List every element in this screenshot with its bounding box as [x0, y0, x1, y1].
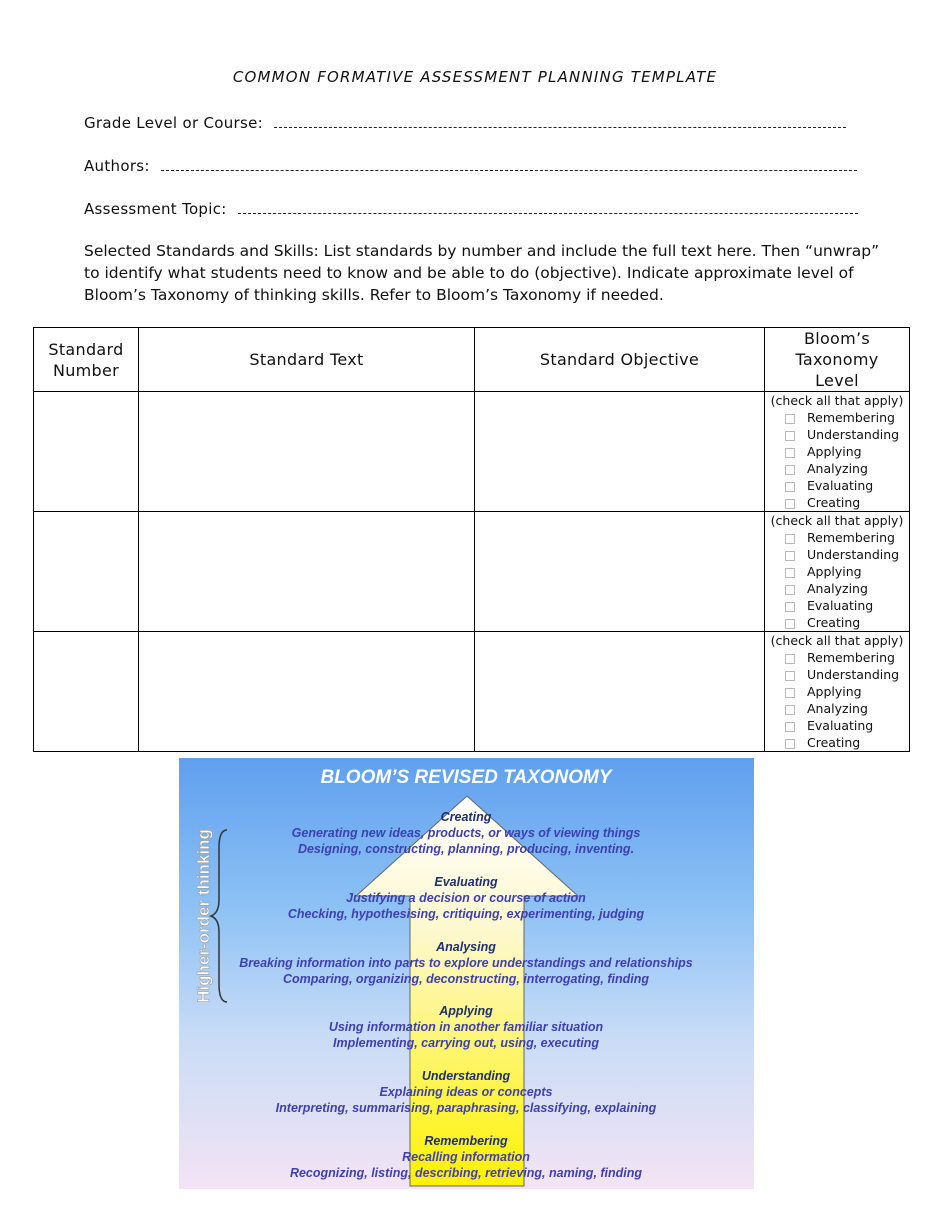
taxonomy-level-verbs: Recognizing, listing, describing, retrieving, naming, finding	[289, 1166, 643, 1180]
page-title: COMMON FORMATIVE ASSESSMENT PLANNING TEMPLATE	[232, 68, 718, 86]
bloom-level-option[interactable]	[765, 614, 909, 631]
bloom-level-label: Applying	[807, 564, 862, 579]
taxonomy-level-verbs: Comparing, organizing, deconstructing, interrogating, finding	[283, 972, 649, 986]
header-bloom-level: Bloom’s Taxonomy Level	[765, 328, 910, 392]
bloom-level-label: Evaluating	[807, 598, 874, 613]
standard-number-cell[interactable]	[34, 632, 139, 752]
authors-blank[interactable]	[161, 156, 857, 171]
check-all-note: (check all that apply)	[770, 393, 904, 408]
bloom-level-label: Analyzing	[807, 581, 868, 596]
table-row	[34, 632, 910, 752]
standard-text-cell[interactable]	[139, 512, 475, 632]
blooms-taxonomy-figure	[179, 758, 754, 1189]
checkbox[interactable]	[785, 568, 795, 578]
checkbox[interactable]	[785, 465, 795, 475]
bloom-level-option[interactable]	[765, 734, 909, 751]
bloom-level-cell	[765, 632, 910, 752]
checkbox[interactable]	[785, 431, 795, 441]
bloom-level-label: Evaluating	[807, 718, 874, 733]
instructions-line: Selected Standards and Skills: List standards by number and include the full text here. Then “unwrap”	[84, 242, 880, 260]
bloom-level-option[interactable]	[765, 426, 909, 443]
bloom-level-label: Understanding	[807, 427, 900, 442]
taxonomy-level-name: Creating	[440, 810, 492, 824]
bloom-level-option[interactable]	[765, 683, 909, 700]
checkbox[interactable]	[785, 585, 795, 595]
check-all-note: (check all that apply)	[770, 513, 904, 528]
bloom-level-label: Applying	[807, 444, 862, 459]
bloom-level-option[interactable]	[765, 700, 909, 717]
checkbox[interactable]	[785, 671, 795, 681]
grade-level-field[interactable]	[84, 113, 846, 132]
authors-label: Authors:	[84, 157, 150, 175]
bloom-level-label: Remembering	[807, 530, 895, 545]
standard-objective-cell[interactable]	[475, 632, 765, 752]
bloom-level-option[interactable]	[765, 546, 909, 563]
standard-text-cell[interactable]	[139, 632, 475, 752]
taxonomy-level-description: Explaining ideas or concepts	[379, 1085, 553, 1099]
bloom-level-option[interactable]	[765, 529, 909, 546]
instructions-line: Bloom’s Taxonomy of thinking skills. Refer to Bloom’s Taxonomy if needed.	[84, 286, 664, 304]
taxonomy-level-description: Using information in another familiar situation	[328, 1020, 604, 1034]
header-standard-text: Standard Text	[139, 328, 475, 392]
checkbox[interactable]	[785, 534, 795, 544]
bloom-level-option[interactable]	[765, 717, 909, 734]
bloom-level-option[interactable]	[765, 494, 909, 511]
instructions	[84, 240, 880, 306]
checkbox[interactable]	[785, 705, 795, 715]
bloom-checklist	[765, 392, 909, 511]
standard-text-cell[interactable]	[139, 392, 475, 512]
taxonomy-level-name: Evaluating	[434, 875, 498, 889]
higher-order-thinking-label: Higher-order thinking	[194, 829, 213, 1003]
checkbox[interactable]	[785, 722, 795, 732]
checkbox[interactable]	[785, 551, 795, 561]
bloom-checklist	[765, 512, 909, 631]
bloom-level-label: Understanding	[807, 667, 900, 682]
table-header-row	[34, 328, 910, 392]
bloom-level-cell	[765, 392, 910, 512]
table-row	[34, 392, 910, 512]
grade-level-blank[interactable]	[274, 113, 846, 128]
checkbox[interactable]	[785, 448, 795, 458]
checkbox[interactable]	[785, 602, 795, 612]
taxonomy-title: BLOOM’S REVISED TAXONOMY	[320, 767, 612, 788]
taxonomy-level-description: Generating new ideas, products, or ways of viewing things	[291, 826, 641, 840]
header-standard-objective: Standard Objective	[475, 328, 765, 392]
instructions-line: to identify what students need to know and be able to do (objective). Indicate approximate level of	[84, 264, 854, 282]
taxonomy-level-name: Analysing	[436, 940, 496, 954]
bloom-level-label: Applying	[807, 684, 862, 699]
grade-level-label: Grade Level or Course:	[84, 114, 263, 132]
taxonomy-level-name: Remembering	[424, 1134, 508, 1148]
taxonomy-level-verbs: Interpreting, summarising, paraphrasing, classifying, explaining	[275, 1101, 657, 1115]
bloom-level-label: Creating	[807, 495, 861, 510]
bloom-level-cell	[765, 512, 910, 632]
taxonomy-level-name: Applying	[439, 1004, 493, 1018]
checkbox[interactable]	[785, 619, 795, 629]
checkbox[interactable]	[785, 688, 795, 698]
standard-number-cell[interactable]	[34, 512, 139, 632]
bloom-level-label: Remembering	[807, 410, 895, 425]
bloom-level-option[interactable]	[765, 409, 909, 426]
standard-objective-cell[interactable]	[475, 392, 765, 512]
bloom-level-label: Creating	[807, 735, 861, 750]
bloom-level-option[interactable]	[765, 649, 909, 666]
bloom-level-label: Understanding	[807, 547, 900, 562]
bloom-level-label: Evaluating	[807, 478, 874, 493]
taxonomy-level-description: Breaking information into parts to explore understandings and relationships	[239, 956, 693, 970]
bloom-level-label: Remembering	[807, 650, 895, 665]
bloom-level-option[interactable]	[765, 666, 909, 683]
checkbox[interactable]	[785, 482, 795, 492]
bloom-level-option[interactable]	[765, 477, 909, 494]
bloom-level-option[interactable]	[765, 597, 909, 614]
standard-number-cell[interactable]	[34, 392, 139, 512]
checkbox[interactable]	[785, 414, 795, 424]
checkbox[interactable]	[785, 499, 795, 509]
checkbox[interactable]	[785, 654, 795, 664]
taxonomy-level-name: Understanding	[421, 1069, 511, 1083]
blooms-taxonomy-diagram	[179, 758, 754, 1189]
standards-table	[33, 327, 910, 752]
standard-objective-cell[interactable]	[475, 512, 765, 632]
checkbox[interactable]	[785, 739, 795, 749]
bloom-level-label: Analyzing	[807, 461, 868, 476]
bloom-level-option[interactable]	[765, 460, 909, 477]
bloom-checklist	[765, 632, 909, 751]
assessment-topic-blank[interactable]	[238, 199, 858, 214]
assessment-topic-field[interactable]	[84, 199, 858, 218]
taxonomy-level-description: Recalling information	[402, 1150, 530, 1164]
check-all-note: (check all that apply)	[770, 633, 904, 648]
taxonomy-level-description: Justifying a decision or course of action	[346, 891, 586, 905]
authors-field[interactable]	[84, 156, 857, 175]
taxonomy-level-verbs: Implementing, carrying out, using, executing	[332, 1036, 600, 1050]
header-standard-number: Standard Number	[34, 328, 139, 392]
bloom-level-label: Analyzing	[807, 701, 868, 716]
assessment-topic-label: Assessment Topic:	[84, 200, 227, 218]
bloom-level-option[interactable]	[765, 563, 909, 580]
table-row	[34, 512, 910, 632]
taxonomy-level-verbs: Designing, constructing, planning, producing, inventing.	[297, 842, 635, 856]
bloom-level-label: Creating	[807, 615, 861, 630]
bloom-level-option[interactable]	[765, 443, 909, 460]
bloom-level-option[interactable]	[765, 580, 909, 597]
taxonomy-level-verbs: Checking, hypothesising, critiquing, experimenting, judging	[287, 907, 645, 921]
